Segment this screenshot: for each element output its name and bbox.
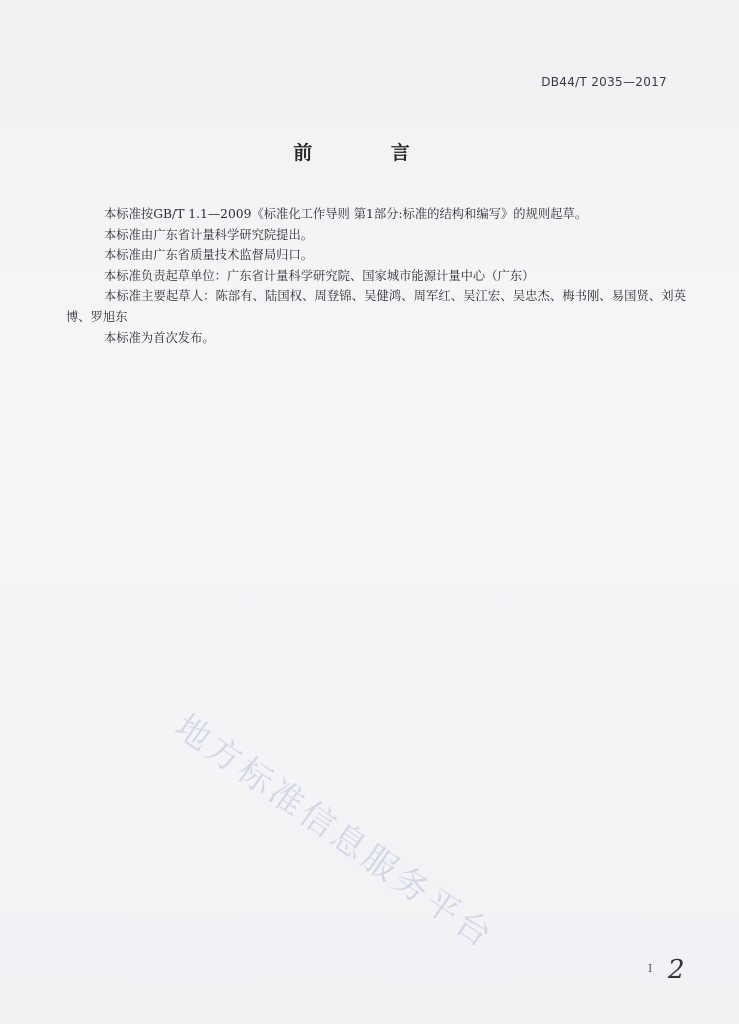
paragraph-drafters: 本标准主要起草人：陈部有、陆国权、周登锦、吴健鸿、周军红、吴江宏、吴忠杰、梅书刚、易国贤、刘英博、罗旭东 (66, 289, 686, 324)
page-title: 前 言 (293, 142, 446, 164)
preface-body (66, 204, 686, 348)
paragraph-first-release: 本标准为首次发布。 (104, 330, 215, 345)
page-number-roman: I (648, 962, 653, 975)
paragraph-administrator: 本标准由广东省质量技术监督局归口。 (104, 248, 314, 263)
paragraph-drafting-unit: 本标准负责起草单位：广东省计量科学研究院、国家城市能源计量中心（广东） (104, 268, 535, 283)
handwritten-page-number: 2 (668, 955, 685, 985)
paragraph-proposer: 本标准由广东省计量科学研究院提出。 (104, 227, 314, 242)
paragraph-drafting-rules: 本标准按GB/T 1.1—2009《标准化工作导则 第1部分:标准的结构和编写》的规则起草。 (104, 207, 588, 221)
standard-code: DB44/T 2035—2017 (541, 75, 667, 89)
watermark: 地方标准信息服务平台 (167, 706, 502, 958)
